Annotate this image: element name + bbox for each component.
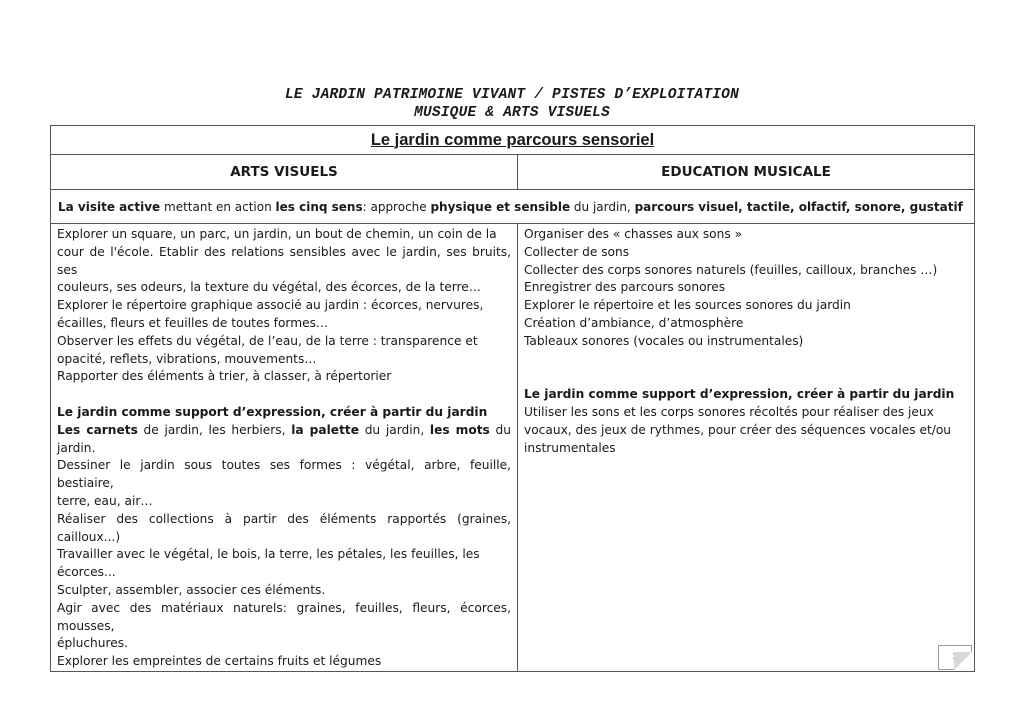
spacer <box>524 351 968 369</box>
intro-text-1: mettant en action <box>160 199 276 214</box>
text-line: Explorer le répertoire et les sources sonores du jardin <box>524 298 851 313</box>
title-line-2: MUSIQUE & ARTS VISUELS <box>414 105 610 121</box>
text-line: Collecter des corps sonores naturels (feuilles, cailloux, branches …) <box>524 262 938 277</box>
spacer <box>57 386 511 404</box>
text-line: Création d’ambiance, d’atmosphère <box>524 315 744 330</box>
education-musicale-content <box>518 224 975 672</box>
intro-bold-4: parcours visuel, tactile, olfactif, sonore, gustatif <box>634 199 963 214</box>
spacer <box>524 368 968 386</box>
plain-phrase: de jardin, les herbiers, <box>137 422 292 437</box>
section-title: Le jardin comme support d’expression, créer à partir du jardin <box>57 404 488 419</box>
text-line: Rapporter des éléments à trier, à classer, à répertorier <box>57 369 392 384</box>
intro-text-3: du jardin, <box>570 199 635 214</box>
intro-bold-1: La visite active <box>58 199 161 214</box>
bold-phrase: la palette <box>291 422 359 437</box>
text-line: Sculpter, assembler, associer ces éléments. <box>57 582 326 597</box>
text-line: Explorer le répertoire graphique associé au jardin : écorces, nervures, <box>57 298 484 313</box>
text-line-carnets <box>57 422 511 458</box>
col-header-education-musicale: EDUCATION MUSICALE <box>518 155 975 190</box>
text-line: Agir avec des matériaux naturels: graines, feuilles, fleurs, écorces, mousses, <box>57 600 511 633</box>
document-title <box>50 86 974 122</box>
intro-bold-2: les cinq sens <box>275 199 363 214</box>
table-heading-cell <box>51 126 975 155</box>
text-line: instrumentales <box>524 440 616 455</box>
text-line: épluchures. <box>57 636 128 651</box>
column-header-row <box>51 155 975 190</box>
plain-phrase: du jardin, <box>359 422 430 437</box>
section-title: Le jardin comme support d’expression, créer à partir du jardin <box>524 387 955 402</box>
text-line: Observer les effets du végétal, de l’eau, de la terre : transparence et <box>57 333 478 348</box>
content-row <box>51 224 975 672</box>
page-number: 1 <box>938 645 972 670</box>
text-line: Explorer les empreintes de certains fruits et légumes <box>57 654 382 669</box>
text-line: cour de l'école. Etablir des relations sensibles avec le jardin, ses bruits, ses <box>57 244 511 277</box>
intro-text-2: : approche <box>362 199 431 214</box>
text-line: Collecter de sons <box>524 244 630 259</box>
text-line: opacité, reflets, vibrations, mouvements… <box>57 351 317 366</box>
text-line: vocaux, des jeux de rythmes, pour créer des séquences vocales et/ou <box>524 422 952 437</box>
text-line: Enregistrer des parcours sonores <box>524 280 726 295</box>
text-line: écailles, fleurs et feuilles de toutes formes… <box>57 315 329 330</box>
text-line: terre, eau, air… <box>57 493 153 508</box>
text-line: Dessiner le jardin sous toutes ses formes : végétal, arbre, feuille, bestiaire, <box>57 458 511 491</box>
bold-phrase: les mots <box>429 422 490 437</box>
text-line: couleurs, ses odeurs, la texture du végétal, des écorces, de la terre… <box>57 280 481 295</box>
text-line: Utiliser les sons et les corps sonores récoltés pour réaliser des jeux <box>524 404 934 419</box>
content-table <box>50 125 975 672</box>
intro-cell <box>51 190 975 224</box>
text-line: Explorer un square, un parc, un jardin, un bout de chemin, un coin de la <box>57 227 497 241</box>
text-line: Travailler avec le végétal, le bois, la terre, les pétales, les feuilles, les <box>57 547 480 562</box>
arts-visuels-content <box>51 224 518 672</box>
text-line: Réaliser des collections à partir des éléments rapportés (graines, cailloux...) <box>57 511 511 544</box>
text-line: Organiser des « chasses aux sons » <box>524 227 743 241</box>
intro-bold-3: physique et sensible <box>430 199 571 214</box>
title-line-1: LE JARDIN PATRIMOINE VIVANT / PISTES D’EXPLOITATION <box>285 87 739 103</box>
bold-phrase: Les carnets <box>57 422 138 437</box>
table-heading: Le jardin comme parcours sensoriel <box>370 130 655 149</box>
col-header-arts-visuels: ARTS VISUELS <box>51 155 518 190</box>
table-heading-row <box>51 126 975 155</box>
plain-phrase: du jardin. <box>57 422 511 455</box>
text-line: Tableaux sonores (vocales ou instrumentales) <box>524 333 804 348</box>
text-line: écorces... <box>57 565 116 580</box>
intro-row <box>51 190 975 224</box>
